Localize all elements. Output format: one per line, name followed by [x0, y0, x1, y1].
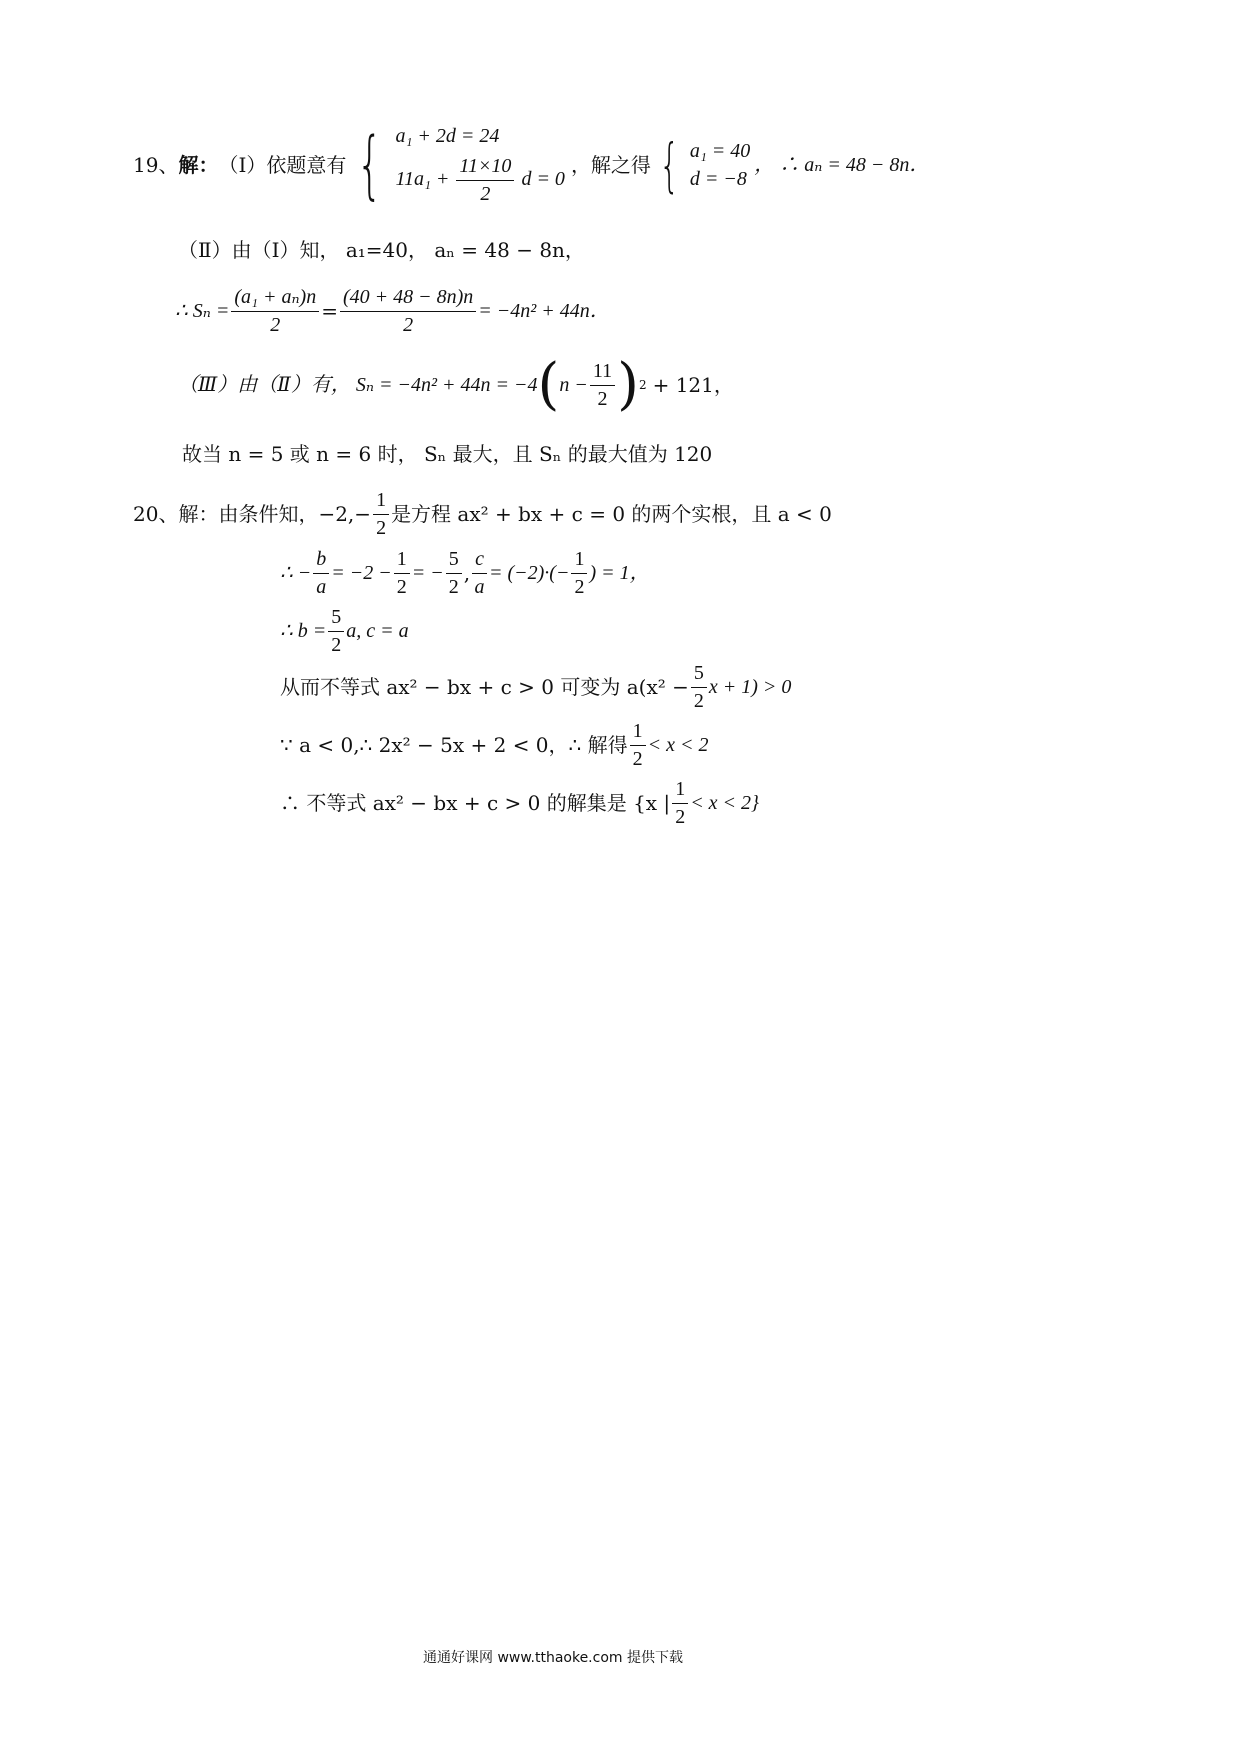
p19-sol1: a₁ = 40: [689, 140, 751, 162]
p19-eq1: a₁ + 2d = 24: [395, 124, 500, 147]
left-brace-icon: {: [659, 131, 680, 199]
p19-conclusion: 故当 n = 5 或 n = 6 时， Sₙ 最大，且 Sₙ 的最大值为 120: [182, 442, 713, 466]
p19-system: [346, 122, 565, 208]
p20-intro: 20、 解：由条件知，−2,− $\frac{1}{2}$ 是方程 ax² + bx + c = 0 的两个实根，且 a < 0: [133, 488, 832, 539]
page-footer: 通通好课网 www.tthaoke.com 提供下载: [423, 1650, 683, 1666]
p19-line1: [133, 120, 929, 210]
p20-line2: ∴ b = $\frac{5}{2}$ a, c = a: [280, 605, 409, 656]
left-paren-icon: (: [537, 351, 560, 417]
p20-line4: ∵ a < 0,∴ 2x² − 5x + 2 < 0，∴ 解得 $\frac{1}{2}$ < x < 2: [280, 719, 709, 770]
p19-sn-line: ∴ Sₙ = $\frac{\text{(a₁ + aₙ)n}}{2}$ = $\frac{(40 + 48 - 8n)n}{2}$ = −4n² + 44n．: [175, 285, 610, 336]
p19-part3: （Ⅲ）由（Ⅱ）有， Sₙ = −4n² + 44n = −4 ( n − $\frac{11}{2}$ ) 2 + 121，: [178, 351, 734, 417]
p19-part1-label: （Ⅰ）依题意有: [218, 153, 347, 177]
p19-solution-system: [651, 131, 751, 199]
right-paren-icon: ): [617, 351, 639, 417]
p19-solve-text: ，解之得: [570, 153, 651, 177]
p19-sol2: d = −8: [689, 168, 747, 190]
p20-line1: ∴ − $\frac{b}{a}$ = −2 − $\frac{1}{2}$ = − $\frac{5}{2}$ , $\frac{c}{a}$ = (−2)·(− $\frac{1}{2}$ ) = 1，: [280, 547, 650, 598]
p20-line3: 从而不等式 ax² − bx + c > 0 可变为 a(x² − $\frac{5}{2}$ x + 1) > 0: [280, 661, 792, 712]
p20-line5: ∴ 不等式 ax² − bx + c > 0 的解集是 {x | $\frac{1}{2}$ < x < 2}: [280, 777, 760, 828]
left-brace-icon: {: [356, 122, 383, 208]
p19-result: ， ∴ aₙ = 48 − 8n．: [754, 154, 930, 176]
p19-eq2: 11a₁ + $\frac{11\times 10}{2}$ d = 0: [395, 154, 565, 205]
p19-part2: （Ⅱ）由（Ⅰ）知， a₁=40， aₙ = 48 − 8n，: [178, 238, 585, 262]
p19-label: 19、: [133, 153, 179, 177]
p19-solve: 解：: [178, 153, 219, 177]
